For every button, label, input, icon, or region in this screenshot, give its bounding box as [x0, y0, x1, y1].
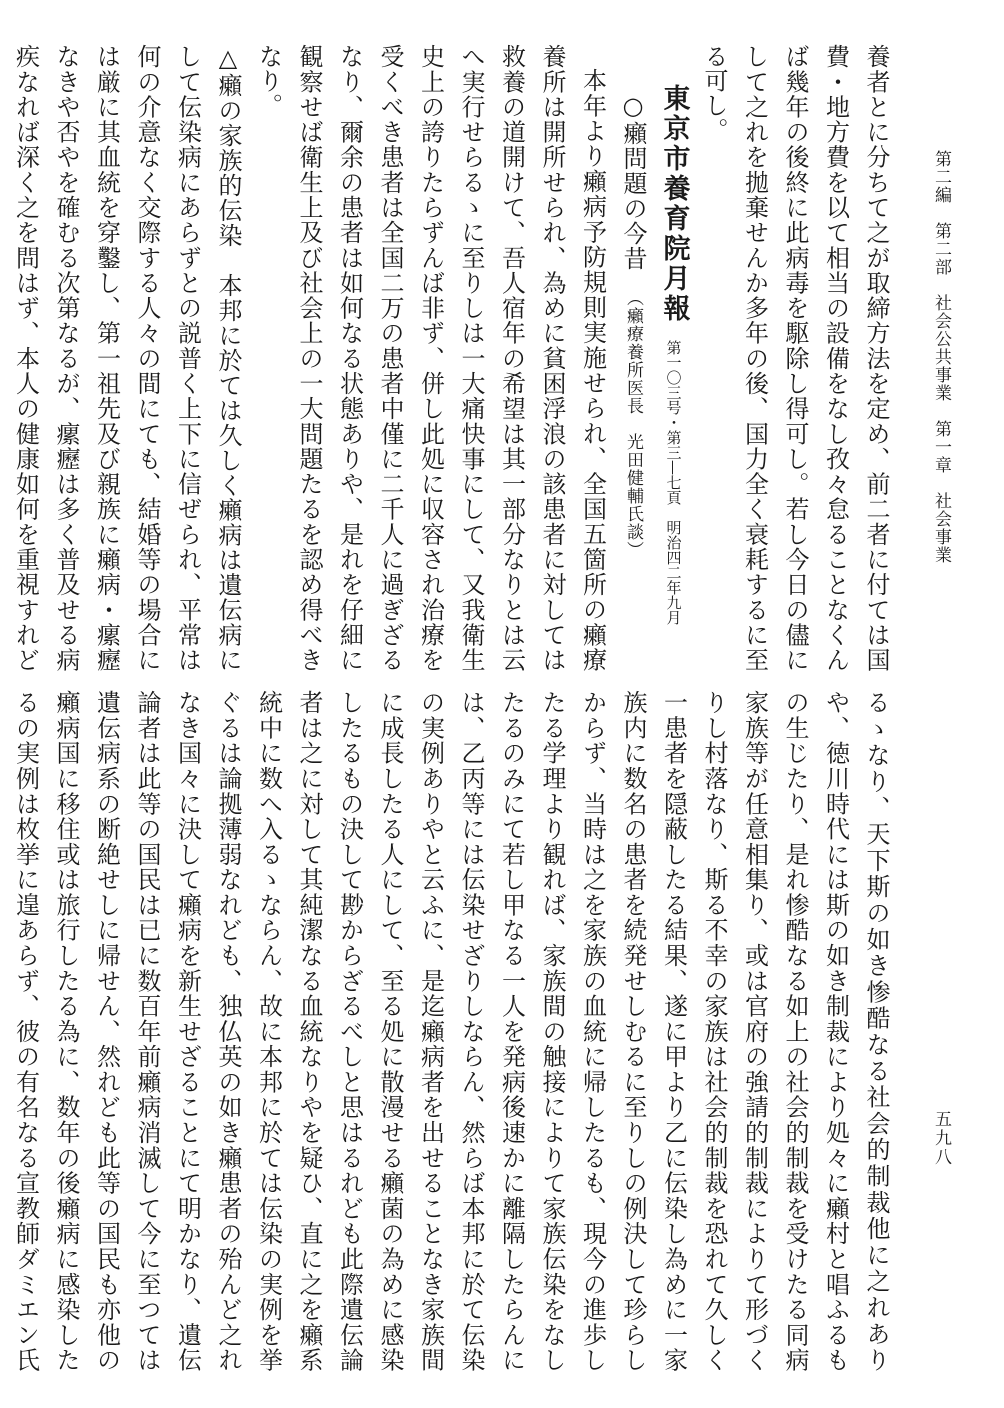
article-attribution: （癩療養所医長 光田健輔氏談）: [623, 289, 643, 559]
paragraph-section: △癩の家族的伝染 本邦に於ては久しく癩病は遺伝病にして伝染病にあらずとの説普く上下に信ぜられ、平常は何の介意なく交際する人々の間にても、結婚等の場合には厳に其血統を穿鑿し、第一祖先及び親族に癩病・瘰癧なきや否やを確むる次第なるが、瘰癧は多く普及せる病疾なれば深く之を問はず、本人の健康如何を重視すれど: [11, 44, 242, 672]
paragraph-continued: 養者とに分ちて之が取締方法を定め、前二者に付ては国費・地方費を以て相当の設備をなし孜々怠ることなくんば幾年の後終に此病毒を駆除し得可し。若し今日の儘にして之れを拋棄せんか多年の後、国力全く衰耗するに至る可し。: [700, 44, 890, 672]
source-heading: [653, 84, 694, 672]
article-title: ○癩問題の今昔: [619, 92, 647, 271]
article-heading: [613, 92, 654, 672]
source-issue: 第一〇三号・第三—七頁 明治四二年九月: [664, 340, 683, 625]
lower-text-block: [11, 690, 896, 1372]
source-title: 東京市養育院月報: [658, 84, 690, 324]
upper-text-block: [11, 44, 896, 673]
running-head: 第二編 第二部 社会公共事業 第一章 社会事業: [931, 150, 951, 564]
paragraph: 本年より癩病予防規則実施せられ、全国五箇所の癩療養所は開所せられ、為めに貧困浮浪の該患者に対しては救養の道開けて、吾人宿年の希望は其一部分なりとは云へ実行せらるゝに至りしは一大痛快事にして、又我衛生史上の誇りたらずんば非ず、併し此処に収容され治療を受くべき患者は全国二万の患者中僅に二千人に過ぎざるなり、爾余の患者は如何なる状態ありや、是れを仔細に観察せば衛生上及び社会上の一大問題たるを認め得べきなり。: [254, 44, 607, 673]
paragraph-continued: るゝなり、天下斯の如き惨酷なる社会的制裁他に之れありや、徳川時代には斯の如き制裁により処々に癩村と唱ふるもの生じたり、是れ惨酷なる如上の社会的制裁を受けたる同病家族等が任意相集り、或は官府の強請的制裁によりて形づくりし村落なり、斯る不幸の家族は社会的制裁を恐れて久しく一患者を隠蔽したる結果、遂に甲より乙に伝染し為めに一家族内に数名の患者を続発せしむるに至りしの例決して珍らしからず、当時は之を家族の血統に帰したるも、現今の進歩したる学理より観れば、家族間の触接によりて家族伝染をなしたるのみにて若し甲なる一人を発病後速かに離隔したらんには、乙丙等には伝染せざりしならん、然らば本邦に於て伝染の実例ありやと云ふに、是迄癩病者を出せることなき家族間に成長したる人にして、至る処に散漫せる癩菌の為めに感染したるもの決して尠からざるべしと思はるれども此際遺伝論者は之に対して其純潔なる血統なりやを疑ひ、直に之を癩系統中に数へ入るゝならん、故に本邦に於ては伝染の実例を挙ぐるは論拠薄弱なれども、独仏英の如き癩患者の殆んど之れなき国々に決して癩病を新生せざることにて明かなり、遺伝論者は此等の国民は已に数百年前癩病消滅して今に至つては遺伝病系の断絶せしに帰せん、然れども此等の国民も亦他の癩病国に移住或は旅行したる為に、数年の後癩病に感染したるの実例は枚挙に遑あらず、彼の有名なる宣教師ダミエン氏: [11, 690, 890, 1372]
page-number: 五九八: [931, 1110, 951, 1167]
